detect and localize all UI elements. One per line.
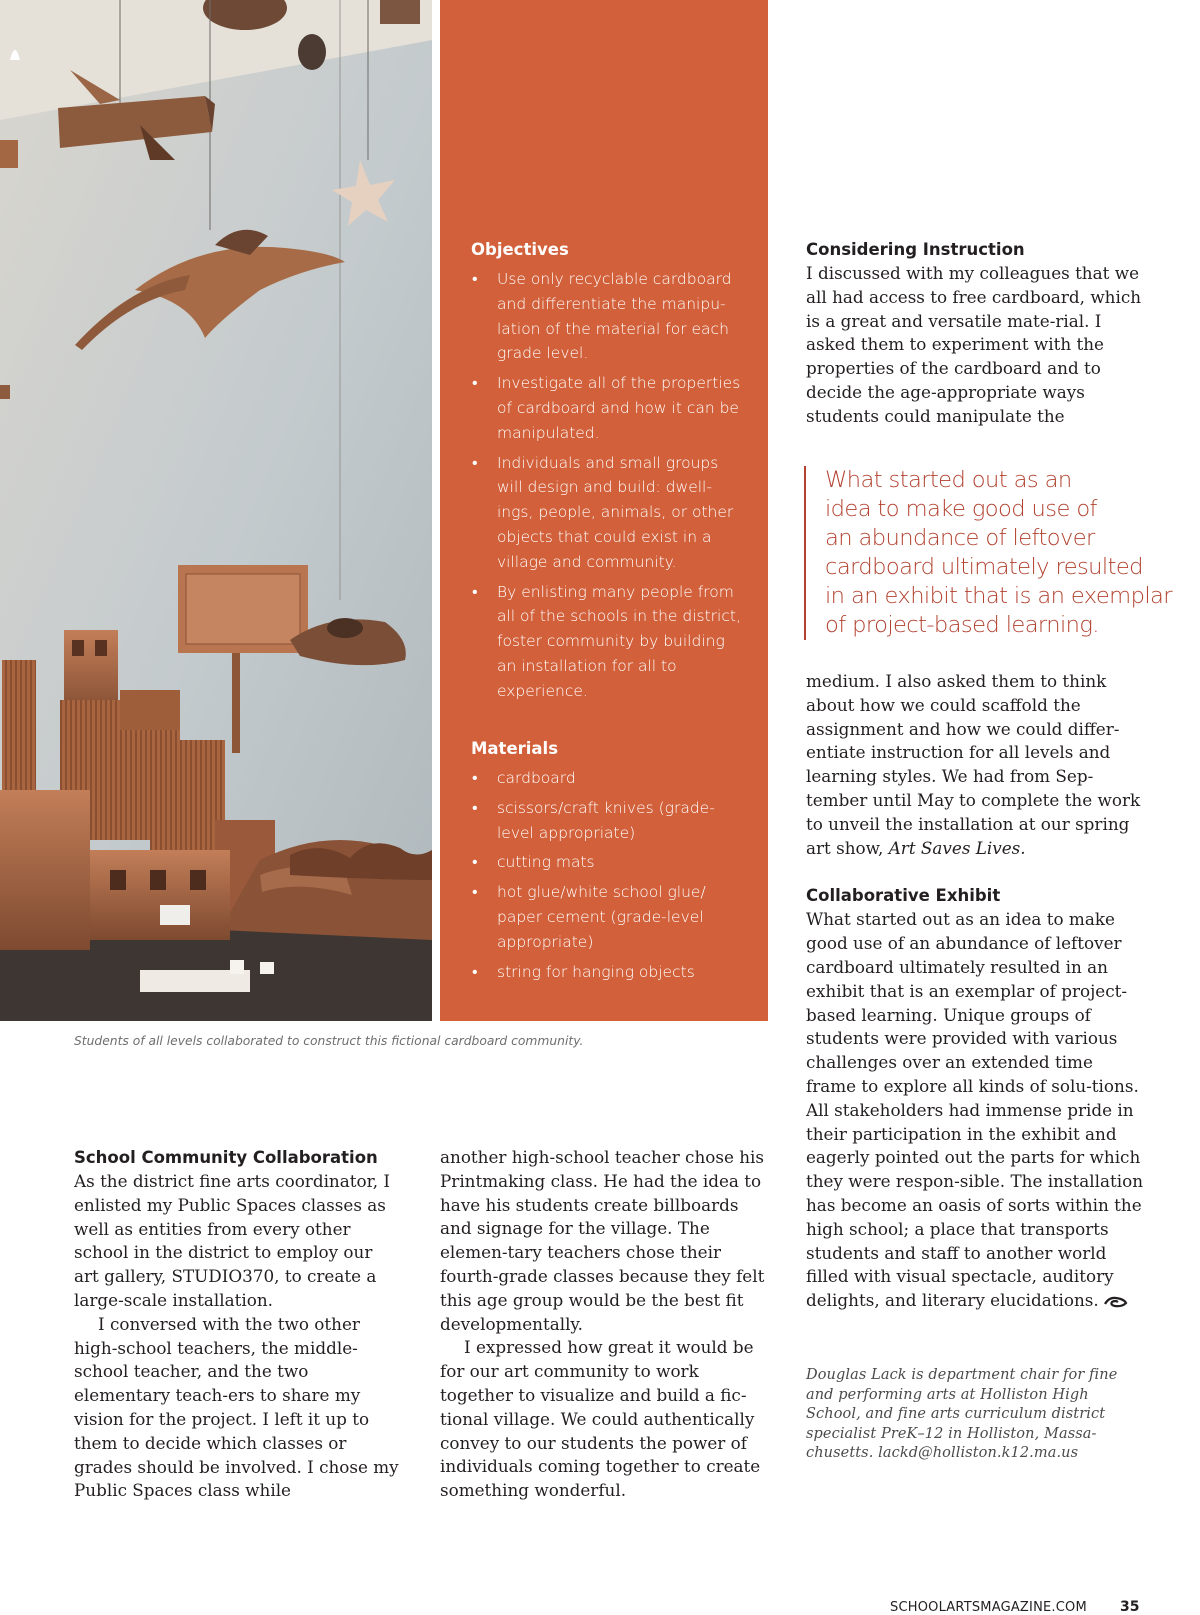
paragraph — [806, 908, 1146, 1313]
objective-item: • By enlisting many people from all of the schools in the district, foster community by building an installation for all to experience. — [471, 580, 741, 704]
paragraph: I expressed how great it would be for our art community to work together to visualize and build a fic-tional village. We could authentically convey to our students the power of individuals coming together to create something wonderful. — [440, 1337, 761, 1501]
cardboard-village-photo — [0, 0, 432, 1021]
article-column-right-top — [806, 238, 1146, 429]
material-item: • string for hanging objects — [471, 960, 741, 985]
author-bio: Douglas Lack is department chair for fine and performing arts at Holliston High School, and fine arts curriculum district specialist PreK–12 in Holliston, Massa-chusetts. lackd@holliston.k12.ma.us — [806, 1367, 1118, 1462]
paragraph-text: What started out as an idea to make good use of an abundance of leftover cardboard ultimately resulted in an exhibit that is an exemplar of project-based learning. Unique groups of students were provided with various challenges over an extended time frame to explore all kinds of solu-tions. All stakeholders had immense pride in their participation in the exhibit and eagerly pointed out the parts for which they were respon-sible. The installation has become an oasis of sorts within the high school; a place that transports students and staff to another world filled with visual spectacle, auditory delights, and literary elucidations. — [806, 909, 1144, 1311]
swirl-end-mark-icon — [1103, 1295, 1129, 1309]
section-heading: Considering Instruction — [806, 240, 1025, 259]
paragraph-text: medium. I also asked them to think about how we could scaffold the assignment and how we could differ-entiate instruction for all levels and learning styles. We had from Sep-tember until May to complete the work to unveil the installation at our spring art show, — [806, 671, 1141, 858]
paragraph: As the district fine arts coordinator, I enlisted my Public Spaces classes as well as entities from every other school in the district to employ our art gallery, STUDIO370, to create a large-scale installation. — [74, 1171, 391, 1310]
article-column-left — [74, 1146, 400, 1503]
pull-quote-line: of project-based learning. — [825, 612, 1099, 638]
pull-quote-line: What started out as an — [825, 467, 1072, 493]
pull-quote-line: idea to make good use of — [825, 496, 1097, 522]
pull-quote-line: cardboard ultimately resulted — [825, 554, 1143, 580]
material-item: • hot glue/white school glue/ paper cement (grade-level appropriate) — [471, 880, 741, 954]
section-heading: Collaborative Exhibit — [806, 886, 1001, 906]
materials-list — [471, 766, 741, 989]
paragraph: I discussed with my colleagues that we all had access to free cardboard, which is a great and versatile mate-rial. I asked them to experiment with the properties of the cardboard and to decide the age-appropriate ways students could manipulate the — [806, 263, 1142, 426]
paragraph: I conversed with the two other high-school teachers, the middle-school teacher, and the two elementary teach-ers to share my vision for the project. I left it up to them to decide which classes or grades should be involved. I chose my Public Spaces class while — [74, 1313, 399, 1501]
sidebar-panel — [440, 0, 768, 1021]
objective-item: • Investigate all of the properties of cardboard and how it can be manipulated. — [471, 371, 741, 445]
objective-item: • Use only recyclable cardboard and differentiate the manipu-lation of the material for each grade level. — [471, 267, 741, 366]
objectives-heading: Objectives — [471, 240, 569, 259]
pull-quote-line: in an exhibit that is an exemplar — [825, 583, 1172, 609]
pull-quote-line: an abundance of leftover — [825, 525, 1095, 551]
author-bio-block — [806, 1366, 1146, 1464]
photo-illustration — [0, 0, 432, 1021]
article-column-right-middle — [806, 670, 1146, 1313]
section-heading: School Community Collaboration — [74, 1148, 378, 1167]
photo-caption: Students of all levels collaborated to construct this fictional cardboard community. — [74, 1034, 584, 1048]
material-item: • scissors/craft knives (grade-level appropriate) — [471, 796, 741, 846]
page-number: 35 — [1120, 1599, 1140, 1615]
material-item: • cutting mats — [471, 850, 741, 875]
objective-item: • Individuals and small groups will design and build: dwell-ings, people, animals, or other objects that could exist in a village and community. — [471, 451, 741, 575]
materials-heading: Materials — [471, 739, 559, 758]
footer-website: SCHOOLARTSMAGAZINE.COM — [890, 1600, 1087, 1615]
pull-quote — [804, 466, 1181, 640]
material-item: • cardboard — [471, 766, 741, 791]
article-column-middle — [440, 1146, 768, 1503]
paragraph — [806, 670, 1146, 860]
objectives-list — [471, 267, 741, 709]
paragraph: another high-school teacher chose his Printmaking class. He had the idea to have his students create billboards and signage for the village. The elemen-tary teachers chose their fourth-grade classes because they felt this age group would be the best fit developmentally. — [440, 1147, 765, 1334]
show-title: Art Saves Lives. — [888, 837, 1026, 858]
